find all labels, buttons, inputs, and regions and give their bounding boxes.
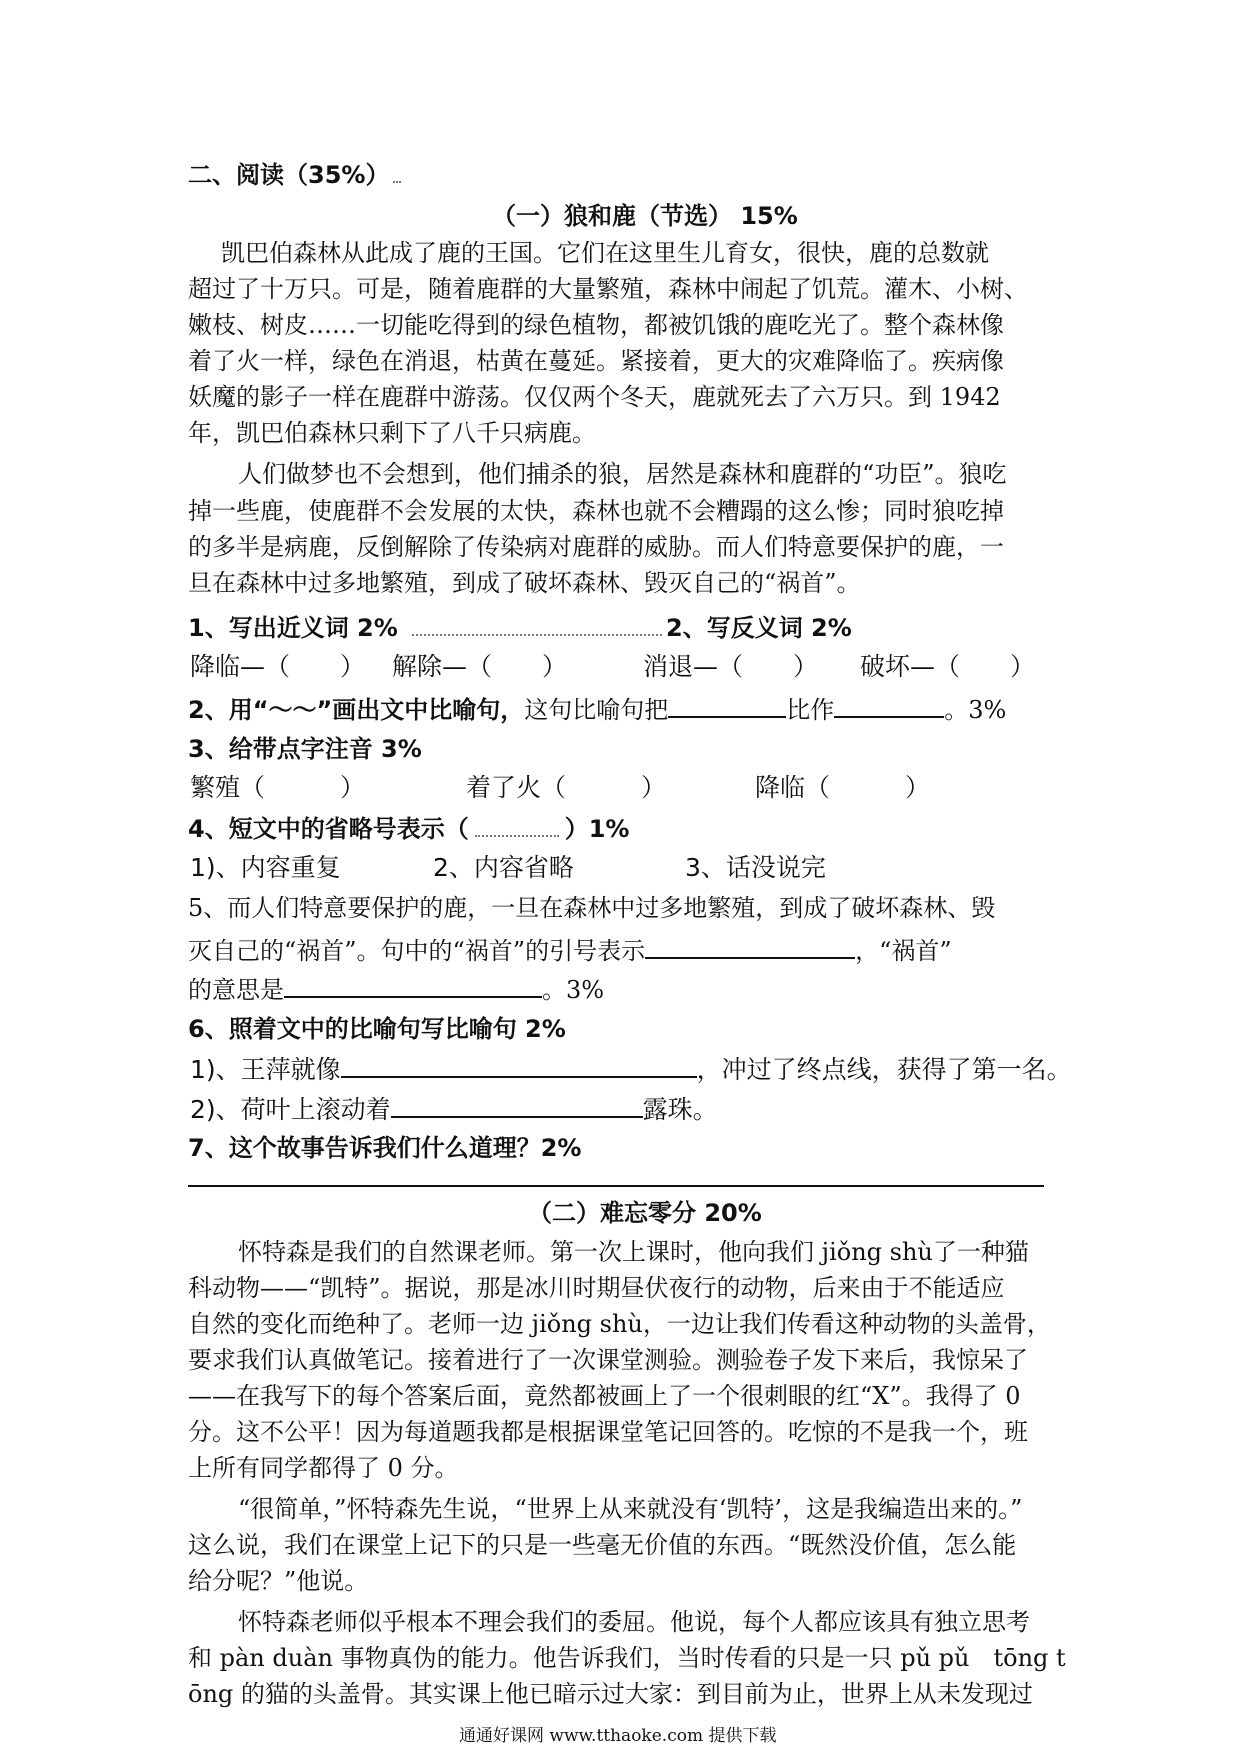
page-footer: 通通好课网 www.tthaoke.com 提供下载: [459, 1726, 777, 1746]
passage1-line: 嫩枝、树皮……一切能吃得到的绿色植物，都被饥饿的鹿吃光了。整个森林像: [188, 311, 1004, 339]
answer-blank[interactable]: [834, 692, 944, 718]
question-synonyms: 1、写出近义词 2%: [188, 613, 662, 643]
passage2-line: “很简单，”怀特森先生说，“世界上从来就没有‘凯特’，这是我编造出来的。”: [238, 1495, 1023, 1523]
answer-blank-antonym[interactable]: 消退—（ ）: [643, 652, 819, 681]
passage1-line: 着了火一样，绿色在消退，枯黄在蔓延。紧接着，更大的灾难降临了。疾病像: [188, 347, 1004, 375]
passage2-line: 给分呢？”他说。: [188, 1567, 369, 1595]
question-antonyms: 2、写反义词 2%: [666, 614, 852, 642]
passage2-line: 科动物——“凯特”。据说，那是冰川时期昼伏夜行的动物，后来由于不能适应: [188, 1274, 1005, 1302]
passage2-line: 上所有同学都得了 0 分。: [188, 1454, 459, 1482]
passage2-line: ōng 的猫的头盖骨。其实课上他已暗示过大家：到目前为止，世界上从未发现过: [188, 1680, 1033, 1708]
question-write-metaphor: 6、照着文中的比喻句写比喻句 2%: [188, 1015, 566, 1043]
question-ellipsis: 4、短文中的省略号表示（ ）1%: [188, 815, 630, 843]
passage1-line: 掉一些鹿，使鹿群不会发展的太快，森林也就不会糟蹋的这么惨；同时狼吃掉: [188, 497, 1004, 525]
passage2-title: （二）难忘零分 20%: [528, 1199, 762, 1227]
passage2-line: 分。这不公平！因为每道题我都是根据课堂笔记回答的。吃惊的不是我一个，班: [188, 1418, 1028, 1446]
question-metaphor-1: 1)、王萍就像 ，冲过了终点线，获得了第一名。: [190, 1052, 1072, 1085]
answer-blank-synonym[interactable]: 解除—（ ）: [392, 652, 568, 681]
passage1-title: （一）狼和鹿（节选） 15%: [492, 202, 798, 230]
passage1-line: 的多半是病鹿，反倒解除了传染病对鹿群的威胁。而人们特意要保护的鹿，一: [188, 533, 1004, 561]
passage2-line: 自然的变化而绝种了。老师一边 jiǒng shù，一边让我们传看这种动物的头盖骨，: [188, 1310, 1051, 1338]
answer-blank-pinyin[interactable]: 降临（ ）: [755, 773, 931, 802]
question-moral: 7、这个故事告诉我们什么道理？2%: [188, 1134, 582, 1162]
answer-blank[interactable]: [668, 692, 786, 718]
passage1-line: 凯巴伯森林从此成了鹿的王国。它们在这里生儿育女，很快，鹿的总数就: [221, 239, 989, 267]
answer-blank-pinyin[interactable]: 繁殖（ ）: [190, 773, 366, 802]
answer-blank[interactable]: [341, 1052, 697, 1078]
passage1-line: 人们做梦也不会想到，他们捕杀的狼，居然是森林和鹿群的“功臣”。狼吃: [238, 460, 1007, 488]
passage1-line: 妖魔的影子一样在鹿群中游荡。仅仅两个冬天，鹿就死去了六万只。到 1942: [188, 383, 1001, 411]
option-item: 1)、内容重复: [190, 853, 341, 882]
passage1-line: 旦在森林中过多地繁殖，到成了破坏森林、毁灭自己的“祸首”。: [188, 569, 861, 597]
answer-blank[interactable]: [284, 972, 542, 998]
section-heading: 二、阅读（35%）: [188, 160, 401, 190]
passage2-line: 这么说，我们在课堂上记下的只是一些毫无价值的东西。“既然没价值，怎么能: [188, 1531, 1017, 1559]
answer-blank-synonym[interactable]: 降临—（ ）: [190, 652, 366, 681]
passage2-line: 要求我们认真做笔记。接着进行了一次课堂测验。测验卷子发下来后，我惊呆了: [188, 1346, 1028, 1374]
answer-blank[interactable]: [391, 1092, 643, 1118]
passage2-line: 怀特森老师似乎根本不理会我们的委屈。他说，每个人都应该具有独立思考: [238, 1608, 1030, 1636]
question-pinyin: 3、给带点字注音 3%: [188, 735, 422, 763]
option-item: 2、内容省略: [433, 853, 574, 882]
option-item: 3、话没说完: [685, 853, 826, 882]
answer-line[interactable]: [188, 1185, 1044, 1187]
answer-blank[interactable]: [475, 817, 559, 837]
answer-blank-pinyin[interactable]: 着了火（ ）: [466, 773, 667, 802]
answer-blank-antonym[interactable]: 破坏—（ ）: [860, 652, 1036, 681]
passage1-line: 年，凯巴伯森林只剩下了八千只病鹿。: [188, 419, 596, 447]
question-metaphor-2: 2)、荷叶上滚动着 露珠。: [190, 1092, 718, 1125]
question-quote-line: 的意思是 。3%: [188, 972, 604, 1005]
question-quote-line: 5、而人们特意要保护的鹿，一旦在森林中过多地繁殖，到成了破坏森林、毁: [188, 894, 996, 922]
question-metaphor: 2、用“～～”画出文中比喻句，这句比喻句把 比作 。3%: [188, 692, 1006, 725]
passage2-line: 怀特森是我们的自然课老师。第一次上课时，他向我们 jiǒng shù了一种猫: [238, 1238, 1029, 1266]
passage2-line: 和 pàn duàn 事物真伪的能力。他告诉我们，当时传看的只是一只 pǔ pǔ tōng t: [188, 1644, 1066, 1672]
passage1-line: 超过了十万只。可是，随着鹿群的大量繁殖，森林中闹起了饥荒。灌木、小树、: [188, 275, 1028, 303]
answer-blank[interactable]: [645, 933, 855, 959]
passage2-line: ——在我写下的每个答案后面，竟然都被画上了一个很刺眼的红“X”。我得了 0: [188, 1382, 1021, 1410]
question-quote-line: 灭自己的“祸首”。句中的“祸首”的引号表示 ，“祸首”: [188, 933, 952, 966]
